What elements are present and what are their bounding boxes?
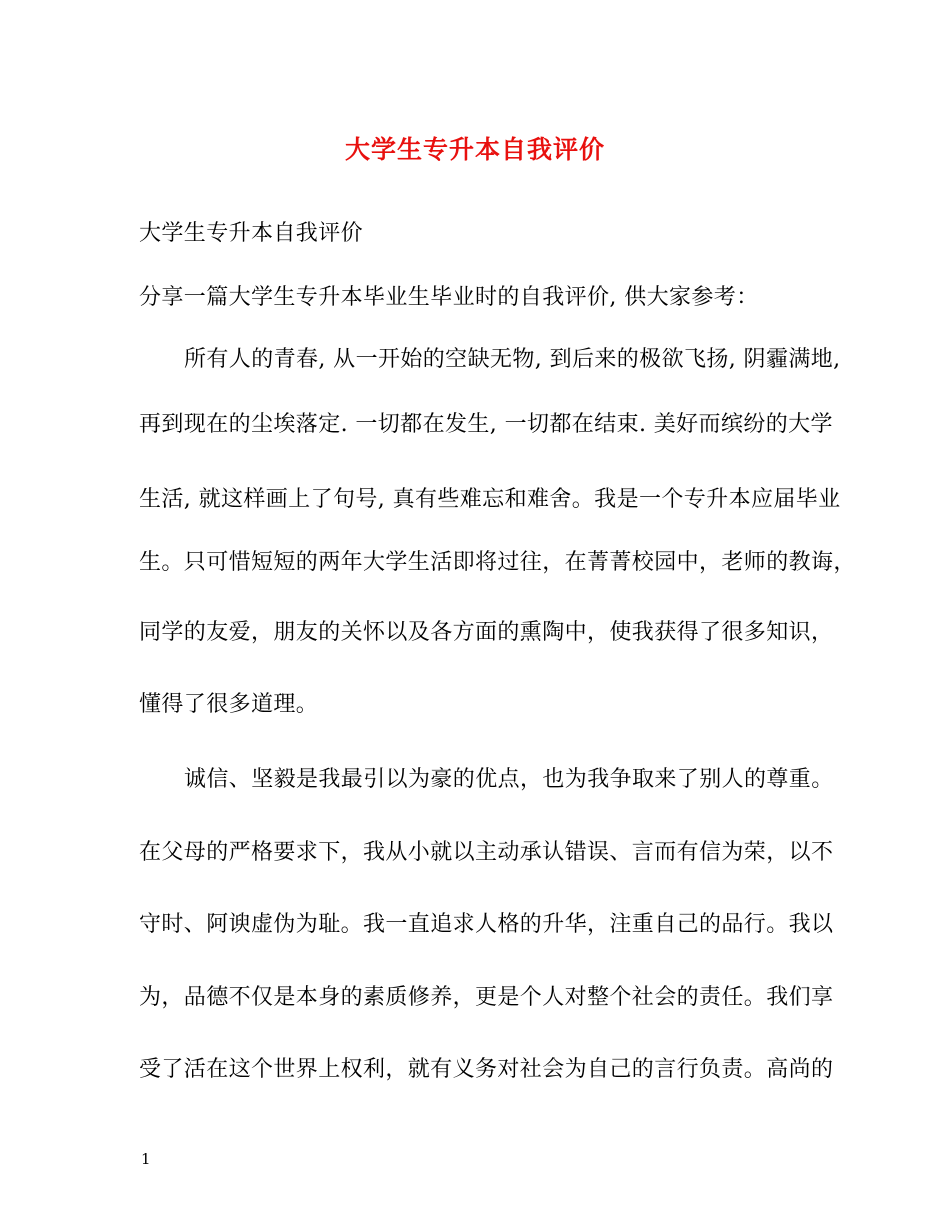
intro-line: 分享一篇大学生专升本毕业生毕业时的自我评价, 供大家参考： [139, 285, 759, 310]
paragraph-line: 守时、阿谀虚伪为耻。我一直追求人格的升华，注重自己的品行。我以 [139, 912, 834, 937]
paragraph-line: 所有人的青春, 从一开始的空缺无物, 到后来的极欲飞扬, 阴霾满地, [184, 347, 841, 372]
paragraph-line: 在父母的严格要求下，我从小就以主动承认错误、言而有信为荣，以不 [139, 840, 834, 865]
paragraph-line: 受了活在这个世界上权利，就有义务对社会为自己的言行负责。高尚的 [139, 1057, 834, 1082]
paragraph-line: 懂得了很多道理。 [139, 692, 319, 717]
subtitle-line: 大学生专升本自我评价 [139, 221, 364, 246]
paragraph-line: 再到现在的尘埃落定. 一切都在发生, 一切都在结束. 美好而缤纷的大学 [139, 412, 833, 437]
paragraph-line: 生活, 就这样画上了句号, 真有些难忘和难舍。我是一个专升本应届毕业 [139, 487, 841, 512]
page-number: 1 [141, 1150, 151, 1168]
paragraph-line: 生。只可惜短短的两年大学生活即将过往，在菁菁校园中，老师的教诲， [139, 550, 856, 575]
paragraph-line: 诚信、坚毅是我最引以为豪的优点，也为我争取来了别人的尊重。 [184, 767, 834, 792]
paragraph-line: 为，品德不仅是本身的素质修养，更是个人对整个社会的责任。我们享 [139, 985, 834, 1010]
document-title: 大学生专升本自我评价 [344, 135, 605, 164]
paragraph-line: 同学的友爱，朋友的关怀以及各方面的熏陶中，使我获得了很多知识， [139, 620, 834, 645]
